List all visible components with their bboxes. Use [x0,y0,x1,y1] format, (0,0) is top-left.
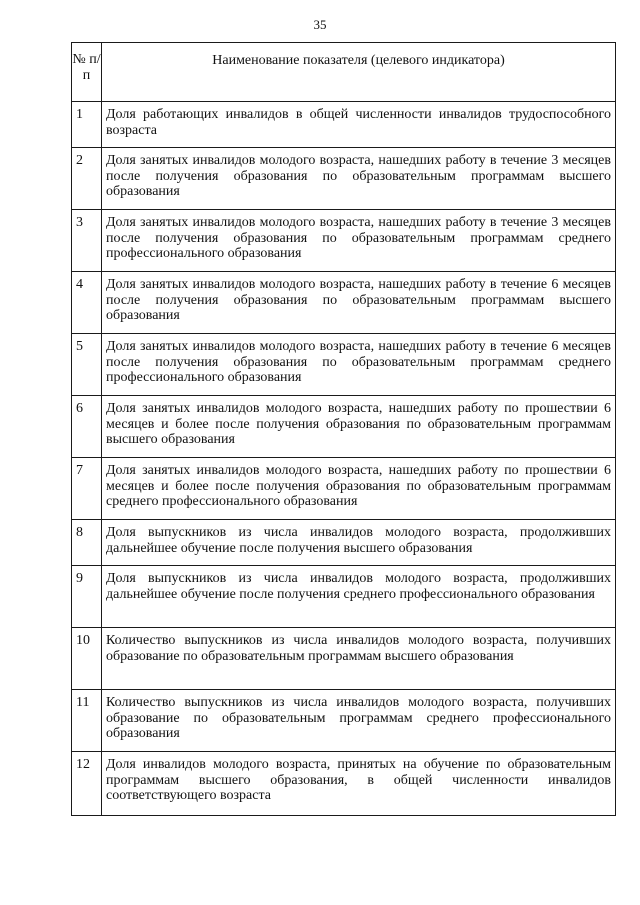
table-row [72,102,616,148]
table-row [72,458,616,520]
indicator-name: Доля занятых инвалидов молодого возраста, нашедших работу в течение 3 месяцев после получения образования по образовательным программам среднего профессионального образования [102,210,616,272]
row-number: 3 [72,210,102,272]
row-number: 7 [72,458,102,520]
page-number: 35 [313,17,327,32]
row-number: 4 [72,272,102,334]
indicator-name: Доля занятых инвалидов молодого возраста, нашедших работу в течение 6 месяцев после получения образования по образовательным программам высшего образования [102,272,616,334]
indicator-name: Доля выпускников из числа инвалидов молодого возраста, продолживших дальнейшее обучение после получения высшего образования [102,520,616,566]
row-number: 2 [72,148,102,210]
table-row [72,752,616,816]
indicator-name: Доля занятых инвалидов молодого возраста, нашедших работу по прошествии 6 месяцев и более после получения образования по образовательным программам среднего профессионального образования [102,458,616,520]
table-row [72,272,616,334]
indicator-name: Доля инвалидов молодого возраста, принятых на обучение по образовательным программам высшего образования, в общей численности инвалидов соответствующего возраста [102,752,616,816]
row-number: 11 [72,690,102,752]
row-number: 12 [72,752,102,816]
row-number: 9 [72,566,102,628]
indicator-name: Количество выпускников из числа инвалидов молодого возраста, получивших образование по образовательным программам высшего образования [102,628,616,690]
row-number: 5 [72,334,102,396]
table-row [72,148,616,210]
indicator-name: Доля занятых инвалидов молодого возраста, нашедших работу в течение 3 месяцев после получения образования по образовательным программам высшего образования [102,148,616,210]
indicator-name: Доля занятых инвалидов молодого возраста, нашедших работу в течение 6 месяцев после получения образования по образовательным программам среднего профессионального образования [102,334,616,396]
indicator-name: Доля занятых инвалидов молодого возраста, нашедших работу по прошествии 6 месяцев и более после получения образования по образовательным программам высшего образования [102,396,616,458]
table-row [72,520,616,566]
table-row [72,210,616,272]
header-number: № п/п [72,43,102,102]
indicator-name: Доля работающих инвалидов в общей численности инвалидов трудоспособного возраста [102,102,616,148]
row-number: 8 [72,520,102,566]
indicator-table [71,42,616,816]
indicator-name: Количество выпускников из числа инвалидов молодого возраста, получивших образование по образовательным программам среднего профессионального образования [102,690,616,752]
table-row [72,396,616,458]
table-row [72,628,616,690]
row-number: 10 [72,628,102,690]
table-row [72,334,616,396]
table-row [72,566,616,628]
table-row [72,690,616,752]
indicator-name: Доля выпускников из числа инвалидов молодого возраста, продолживших дальнейшее обучение после получения среднего профессионального образования [102,566,616,628]
header-indicator-name: Наименование показателя (целевого индикатора) [102,43,616,102]
table-header-row [72,43,616,102]
row-number: 1 [72,102,102,148]
row-number: 6 [72,396,102,458]
